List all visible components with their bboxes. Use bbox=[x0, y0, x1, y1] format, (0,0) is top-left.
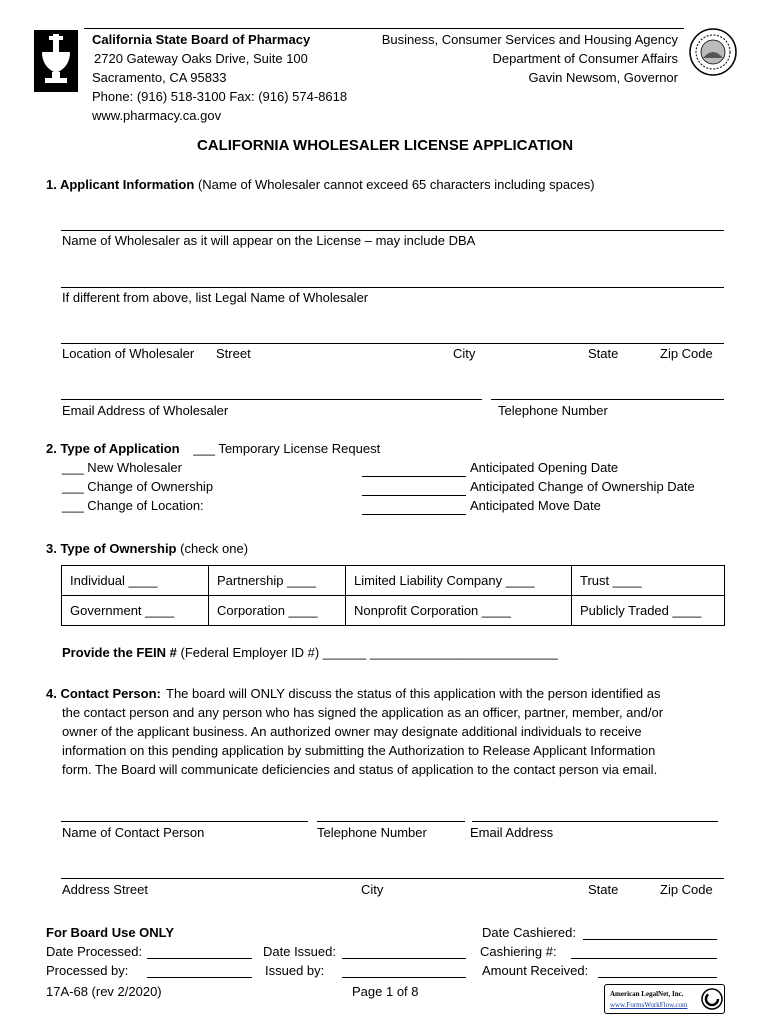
fein-label: Provide the FEIN # bbox=[62, 645, 177, 660]
section4-line5: form. The Board will communicate deficiencies and status of application to the contact person via email. bbox=[62, 762, 658, 777]
publisher-name: American LegalNet, Inc. bbox=[610, 990, 684, 998]
legal-name-label: If different from above, list Legal Name of Wholesaler bbox=[62, 290, 369, 305]
cashiering-number-label: Cashiering #: bbox=[480, 944, 557, 959]
section3-note: (check one) bbox=[180, 541, 249, 556]
contact-name-label: Name of Contact Person bbox=[62, 825, 205, 840]
publisher-logo-icon bbox=[701, 988, 723, 1010]
table-row bbox=[62, 566, 725, 596]
cashiering-number-field[interactable] bbox=[571, 958, 717, 959]
email-field[interactable] bbox=[61, 399, 482, 400]
section1-header bbox=[46, 177, 595, 192]
section3-header bbox=[46, 541, 248, 556]
ownership-date-field[interactable] bbox=[362, 495, 466, 496]
section3-heading: 3. Type of Ownership bbox=[46, 541, 177, 556]
board-name: California State Board of Pharmacy bbox=[92, 32, 311, 47]
ownership-trust[interactable]: Trust ____ bbox=[572, 566, 725, 596]
date-issued-field[interactable] bbox=[342, 958, 466, 959]
ownership-nonprofit[interactable]: Nonprofit Corporation ____ bbox=[346, 596, 572, 626]
mortar-pestle-logo-icon bbox=[34, 30, 78, 92]
state-label: State bbox=[588, 346, 619, 361]
section1-note: (Name of Wholesaler cannot exceed 65 characters including spaces) bbox=[197, 177, 595, 192]
amount-received-label: Amount Received: bbox=[482, 963, 589, 978]
state-seal-icon bbox=[689, 28, 737, 76]
department-name: Department of Consumer Affairs bbox=[492, 51, 678, 66]
address-city-label: City bbox=[361, 882, 384, 897]
ownership-individual[interactable]: Individual ____ bbox=[62, 566, 209, 596]
location-label: Location of Wholesaler bbox=[62, 346, 195, 361]
telephone-field[interactable] bbox=[491, 399, 724, 400]
section4-line1: The board will ONLY discuss the status of this application with the person identified as bbox=[166, 686, 661, 701]
section4-line4: information on this pending application by submitting the Authorization to Release Applicant Information bbox=[62, 743, 656, 758]
change-location-option[interactable]: ___ Change of Location: bbox=[62, 498, 204, 513]
email-label: Email Address of Wholesaler bbox=[62, 403, 229, 418]
amount-received-field[interactable] bbox=[598, 977, 717, 978]
board-phone-fax: Phone: (916) 518-3100 Fax: (916) 574-8618 bbox=[92, 89, 348, 104]
header-top-rule bbox=[84, 28, 684, 29]
date-cashiered-label: Date Cashiered: bbox=[482, 925, 576, 940]
date-processed-field[interactable] bbox=[147, 958, 252, 959]
table-row bbox=[62, 596, 725, 626]
address-state-label: State bbox=[588, 882, 619, 897]
address-zip-label: Zip Code bbox=[660, 882, 713, 897]
page-number: Page 1 of 8 bbox=[352, 984, 419, 999]
date-issued-label: Date Issued: bbox=[263, 944, 336, 959]
form-title: CALIFORNIA WHOLESALER LICENSE APPLICATION bbox=[196, 137, 574, 154]
section4-line3: owner of the applicant business. An authorized owner may designate additional individuals to receive bbox=[62, 724, 642, 739]
contact-phone-label: Telephone Number bbox=[317, 825, 427, 840]
agency-name: Business, Consumer Services and Housing Agency bbox=[381, 32, 678, 47]
ownership-table bbox=[61, 565, 725, 626]
wholesaler-name-field[interactable] bbox=[61, 230, 724, 231]
board-address-line2: Sacramento, CA 95833 bbox=[92, 70, 227, 85]
board-address-line1: 2720 Gateway Oaks Drive, Suite 100 bbox=[94, 51, 308, 66]
opening-date-label: Anticipated Opening Date bbox=[470, 460, 619, 475]
date-processed-label: Date Processed: bbox=[46, 944, 143, 959]
ownership-government[interactable]: Government ____ bbox=[62, 596, 209, 626]
contact-email-label: Email Address bbox=[470, 825, 554, 840]
processed-by-label: Processed by: bbox=[46, 963, 129, 978]
new-wholesaler-option[interactable]: ___ New Wholesaler bbox=[62, 460, 182, 475]
address-street-label: Address Street bbox=[62, 882, 148, 897]
contact-email-field[interactable] bbox=[472, 821, 718, 822]
board-website: www.pharmacy.ca.gov bbox=[92, 108, 222, 123]
ownership-date-label: Anticipated Change of Ownership Date bbox=[470, 479, 695, 494]
section2-heading: 2. Type of Application bbox=[46, 441, 180, 456]
move-date-label: Anticipated Move Date bbox=[470, 498, 601, 513]
zip-code-label: Zip Code bbox=[660, 346, 713, 361]
section2-header bbox=[46, 441, 380, 456]
contact-name-field[interactable] bbox=[61, 821, 308, 822]
date-cashiered-field[interactable] bbox=[583, 939, 717, 940]
ownership-publicly-traded[interactable]: Publicly Traded ____ bbox=[572, 596, 725, 626]
contact-address-field[interactable] bbox=[61, 878, 724, 879]
fein-row[interactable] bbox=[62, 645, 558, 660]
street-label: Street bbox=[216, 346, 251, 361]
section4-line2: the contact person and any person who has signed the application as an officer, partner, member, and/or bbox=[62, 705, 664, 720]
opening-date-field[interactable] bbox=[362, 476, 466, 477]
board-use-heading: For Board Use ONLY bbox=[46, 925, 175, 940]
section1-heading: 1. Applicant Information bbox=[46, 177, 195, 192]
issued-by-label: Issued by: bbox=[265, 963, 325, 978]
contact-phone-field[interactable] bbox=[317, 821, 465, 822]
issued-by-field[interactable] bbox=[342, 977, 466, 978]
wholesaler-name-label: Name of Wholesaler as it will appear on the License – may include DBA bbox=[62, 233, 476, 248]
publisher-badge bbox=[604, 984, 725, 1014]
move-date-field[interactable] bbox=[362, 514, 466, 515]
location-field[interactable] bbox=[61, 343, 724, 344]
change-ownership-option[interactable]: ___ Change of Ownership bbox=[62, 479, 214, 494]
fein-field[interactable]: (Federal Employer ID #) ______ __________________________ bbox=[180, 645, 558, 660]
processed-by-field[interactable] bbox=[147, 977, 252, 978]
ownership-partnership[interactable]: Partnership ____ bbox=[209, 566, 346, 596]
ownership-llc[interactable]: Limited Liability Company ____ bbox=[346, 566, 572, 596]
telephone-label: Telephone Number bbox=[498, 403, 608, 418]
temporary-license-option[interactable]: ___ Temporary License Request bbox=[193, 441, 381, 456]
city-label: City bbox=[453, 346, 476, 361]
section4-heading: 4. Contact Person: bbox=[46, 686, 161, 701]
ownership-corporation[interactable]: Corporation ____ bbox=[209, 596, 346, 626]
publisher-url[interactable]: www.FormsWorkFlow.com bbox=[610, 1001, 688, 1009]
governor-name: Gavin Newsom, Governor bbox=[528, 70, 678, 85]
form-number: 17A-68 (rev 2/2020) bbox=[46, 984, 162, 999]
legal-name-field[interactable] bbox=[61, 287, 724, 288]
